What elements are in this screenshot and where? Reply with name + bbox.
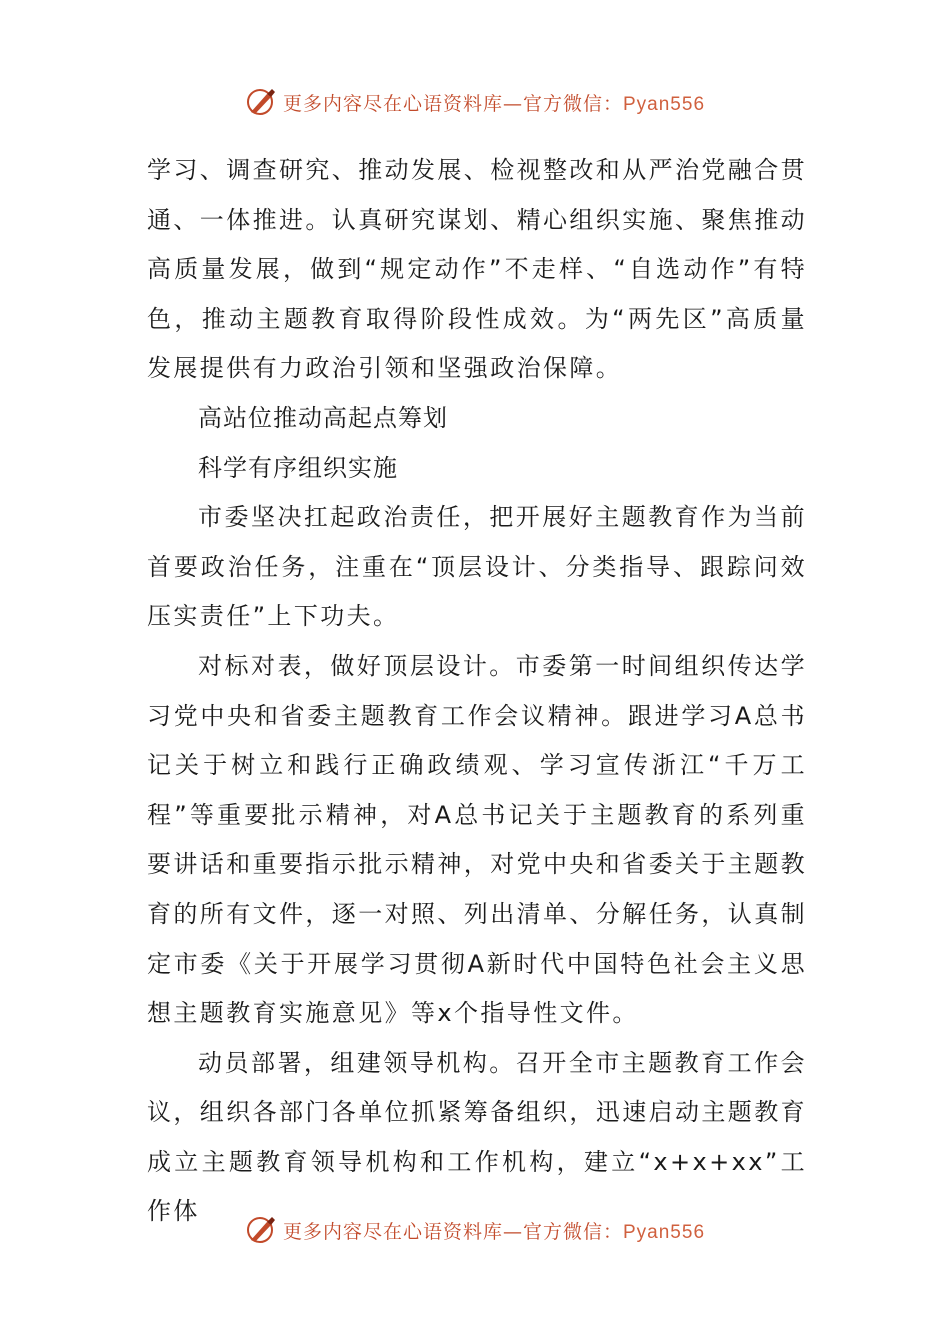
paragraph-top-level-design: 对标对表，做好顶层设计。市委第一时间组织传达学习党中央和省委主题教育工作会议精神。跟进学习A总书记关于树立和践行正确政绩观、学习宣传浙江“千万工程”等重要批示精神，对A总书记关于主题教育的系列重要讲话和重要指示批示精神，对党中央和省委关于主题教育的所有文件，逐一对照、列出清单、分解任务，认真制定市委《关于开展学习贯彻A新时代中国特色社会主义思想主题教育实施意见》等x个指导性文件。 (147, 651, 807, 1028)
section-heading-2: 科学有序组织实施 (198, 453, 398, 482)
header-wechat-id: Pyan556 (623, 93, 706, 115)
pen-logo-icon (245, 1214, 277, 1246)
footer-banner (0, 1210, 950, 1250)
paragraph-continuation: 学习、调查研究、推动发展、检视整改和从严治党融合贯通、一体推进。认真研究谋划、精心组织实施、聚焦推动高质量发展，做到“规定动作”不走样、“自选动作”有特色，推动主题教育取得阶段性成效。为“两先区”高质量发展提供有力政治引领和坚强政治保障。 (147, 156, 807, 383)
paragraph-responsibility: 市委坚决扛起政治责任，把开展好主题教育作为当前首要政治任务，注重在“顶层设计、分类指导、跟踪问效压实责任”上下功夫。 (147, 503, 807, 631)
paragraph-mobilization: 动员部署，组建领导机构。召开全市主题教育工作会议，组织各部门各单位抓紧筹备组织，迅速启动主题教育成立主题教育领导机构和工作机构，建立“x+x+xx”工作体 (147, 1048, 807, 1226)
header-banner-text: 更多内容尽在心语资料库—官方微信：Pyan556 (282, 92, 706, 115)
footer-banner-text: 更多内容尽在心语资料库—官方微信：Pyan556 (282, 1220, 706, 1243)
section-heading-1: 高站位推动高起点筹划 (198, 403, 448, 432)
document-body (147, 146, 807, 1237)
pen-logo-icon (245, 86, 277, 118)
footer-wechat-id: Pyan556 (623, 1221, 706, 1243)
header-banner (0, 82, 950, 122)
